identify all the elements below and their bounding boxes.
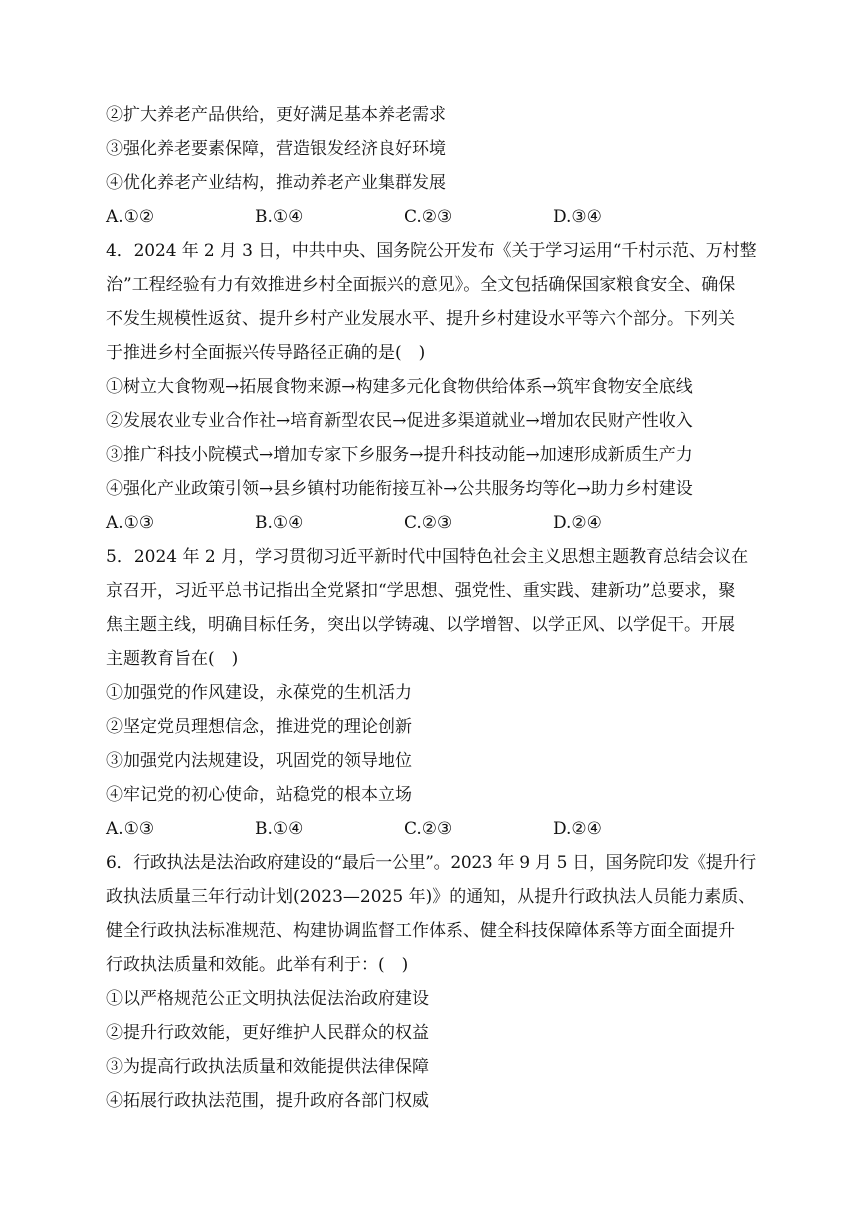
q6-item-3: ③为提高行政执法质量和效能提供法律保障 bbox=[106, 1057, 429, 1077]
q5-option-a: A.①③ bbox=[106, 819, 155, 839]
q4-stem-line-4: 于推进乡村全面振兴传导路径正确的是( ) bbox=[106, 343, 426, 363]
q4-stem-line-1: 4．2024 年 2 月 3 日，中共中央、国务院公开发布《关于学习运用“千村示范、万村整 bbox=[106, 241, 757, 261]
q3-option-d: D.③④ bbox=[553, 207, 602, 227]
q5-item-2: ②坚定党员理想信念，推进党的理论创新 bbox=[106, 717, 412, 737]
q5-item-3: ③加强党内法规建设，巩固党的领导地位 bbox=[106, 751, 412, 771]
q6-stem-line-2: 政执法质量三年行动计划(2023—2025 年)》的通知，从提升行政执法人员能力素质、 bbox=[106, 887, 756, 907]
q3-item-3: ③强化养老要素保障，营造银发经济良好环境 bbox=[106, 139, 446, 159]
q4-stem-line-2: 治”工程经验有力有效推进乡村全面振兴的意见》。全文包括确保国家粮食安全、确保 bbox=[106, 275, 736, 295]
q5-stem-line-2: 京召开，习近平总书记指出全党紧扣“学思想、强党性、重实践、建新功”总要求，聚 bbox=[106, 581, 736, 601]
q5-stem-line-3: 焦主题主线，明确目标任务，突出以学铸魂、以学增智、以学正风、以学促干。开展 bbox=[106, 615, 735, 635]
q5-stem-line-1: 5．2024 年 2 月，学习贯彻习近平新时代中国特色社会主义思想主题教育总结会议在 bbox=[106, 547, 749, 567]
q6-stem-line-1: 6．行政执法是法治政府建设的“最后一公里”。2023 年 9 月 5 日，国务院印发《提升行 bbox=[106, 853, 756, 873]
q6-item-2: ②提升行政效能，更好维护人民群众的权益 bbox=[106, 1023, 429, 1043]
q3-option-b: B.①④ bbox=[255, 207, 304, 227]
q5-item-1: ①加强党的作风建设，永葆党的生机活力 bbox=[106, 683, 412, 703]
q6-stem-line-4: 行政执法质量和效能。此举有利于：( ) bbox=[106, 955, 409, 975]
q4-item-1: ①树立大食物观→拓展食物来源→构建多元化食物供给体系→筑牢食物安全底线 bbox=[106, 377, 693, 397]
q3-item-4: ④优化养老产业结构，推动养老产业集群发展 bbox=[106, 173, 446, 193]
q4-item-4: ④强化产业政策引领→县乡镇村功能衔接互补→公共服务均等化→助力乡村建设 bbox=[106, 479, 693, 499]
q6-item-4: ④拓展行政执法范围，提升政府各部门权威 bbox=[106, 1091, 429, 1111]
q5-option-d: D.②④ bbox=[553, 819, 602, 839]
q3-option-c: C.②③ bbox=[404, 207, 453, 227]
q6-item-1: ①以严格规范公正文明执法促法治政府建设 bbox=[106, 989, 429, 1009]
q4-item-2: ②发展农业专业合作社→培育新型农民→促进多渠道就业→增加农民财产性收入 bbox=[106, 411, 693, 431]
q4-option-c: C.②③ bbox=[404, 513, 453, 533]
q4-stem-line-3: 不发生规模性返贫、提升乡村产业发展水平、提升乡村建设水平等六个部分。下列关 bbox=[106, 309, 735, 329]
q4-item-3: ③推广科技小院模式→增加专家下乡服务→提升科技动能→加速形成新质生产力 bbox=[106, 445, 693, 465]
q5-option-c: C.②③ bbox=[404, 819, 453, 839]
q4-option-b: B.①④ bbox=[255, 513, 304, 533]
q3-item-2: ②扩大养老产品供给，更好满足基本养老需求 bbox=[106, 105, 446, 125]
q4-option-a: A.①③ bbox=[106, 513, 155, 533]
q5-item-4: ④牢记党的初心使命，站稳党的根本立场 bbox=[106, 785, 412, 805]
q6-stem-line-3: 健全行政执法标准规范、构建协调监督工作体系、健全科技保障体系等方面全面提升 bbox=[106, 921, 735, 941]
q4-option-d: D.②④ bbox=[553, 513, 602, 533]
q5-option-b: B.①④ bbox=[255, 819, 304, 839]
q5-stem-line-4: 主题教育旨在( ) bbox=[106, 649, 239, 669]
q3-option-a: A.①② bbox=[106, 207, 155, 227]
